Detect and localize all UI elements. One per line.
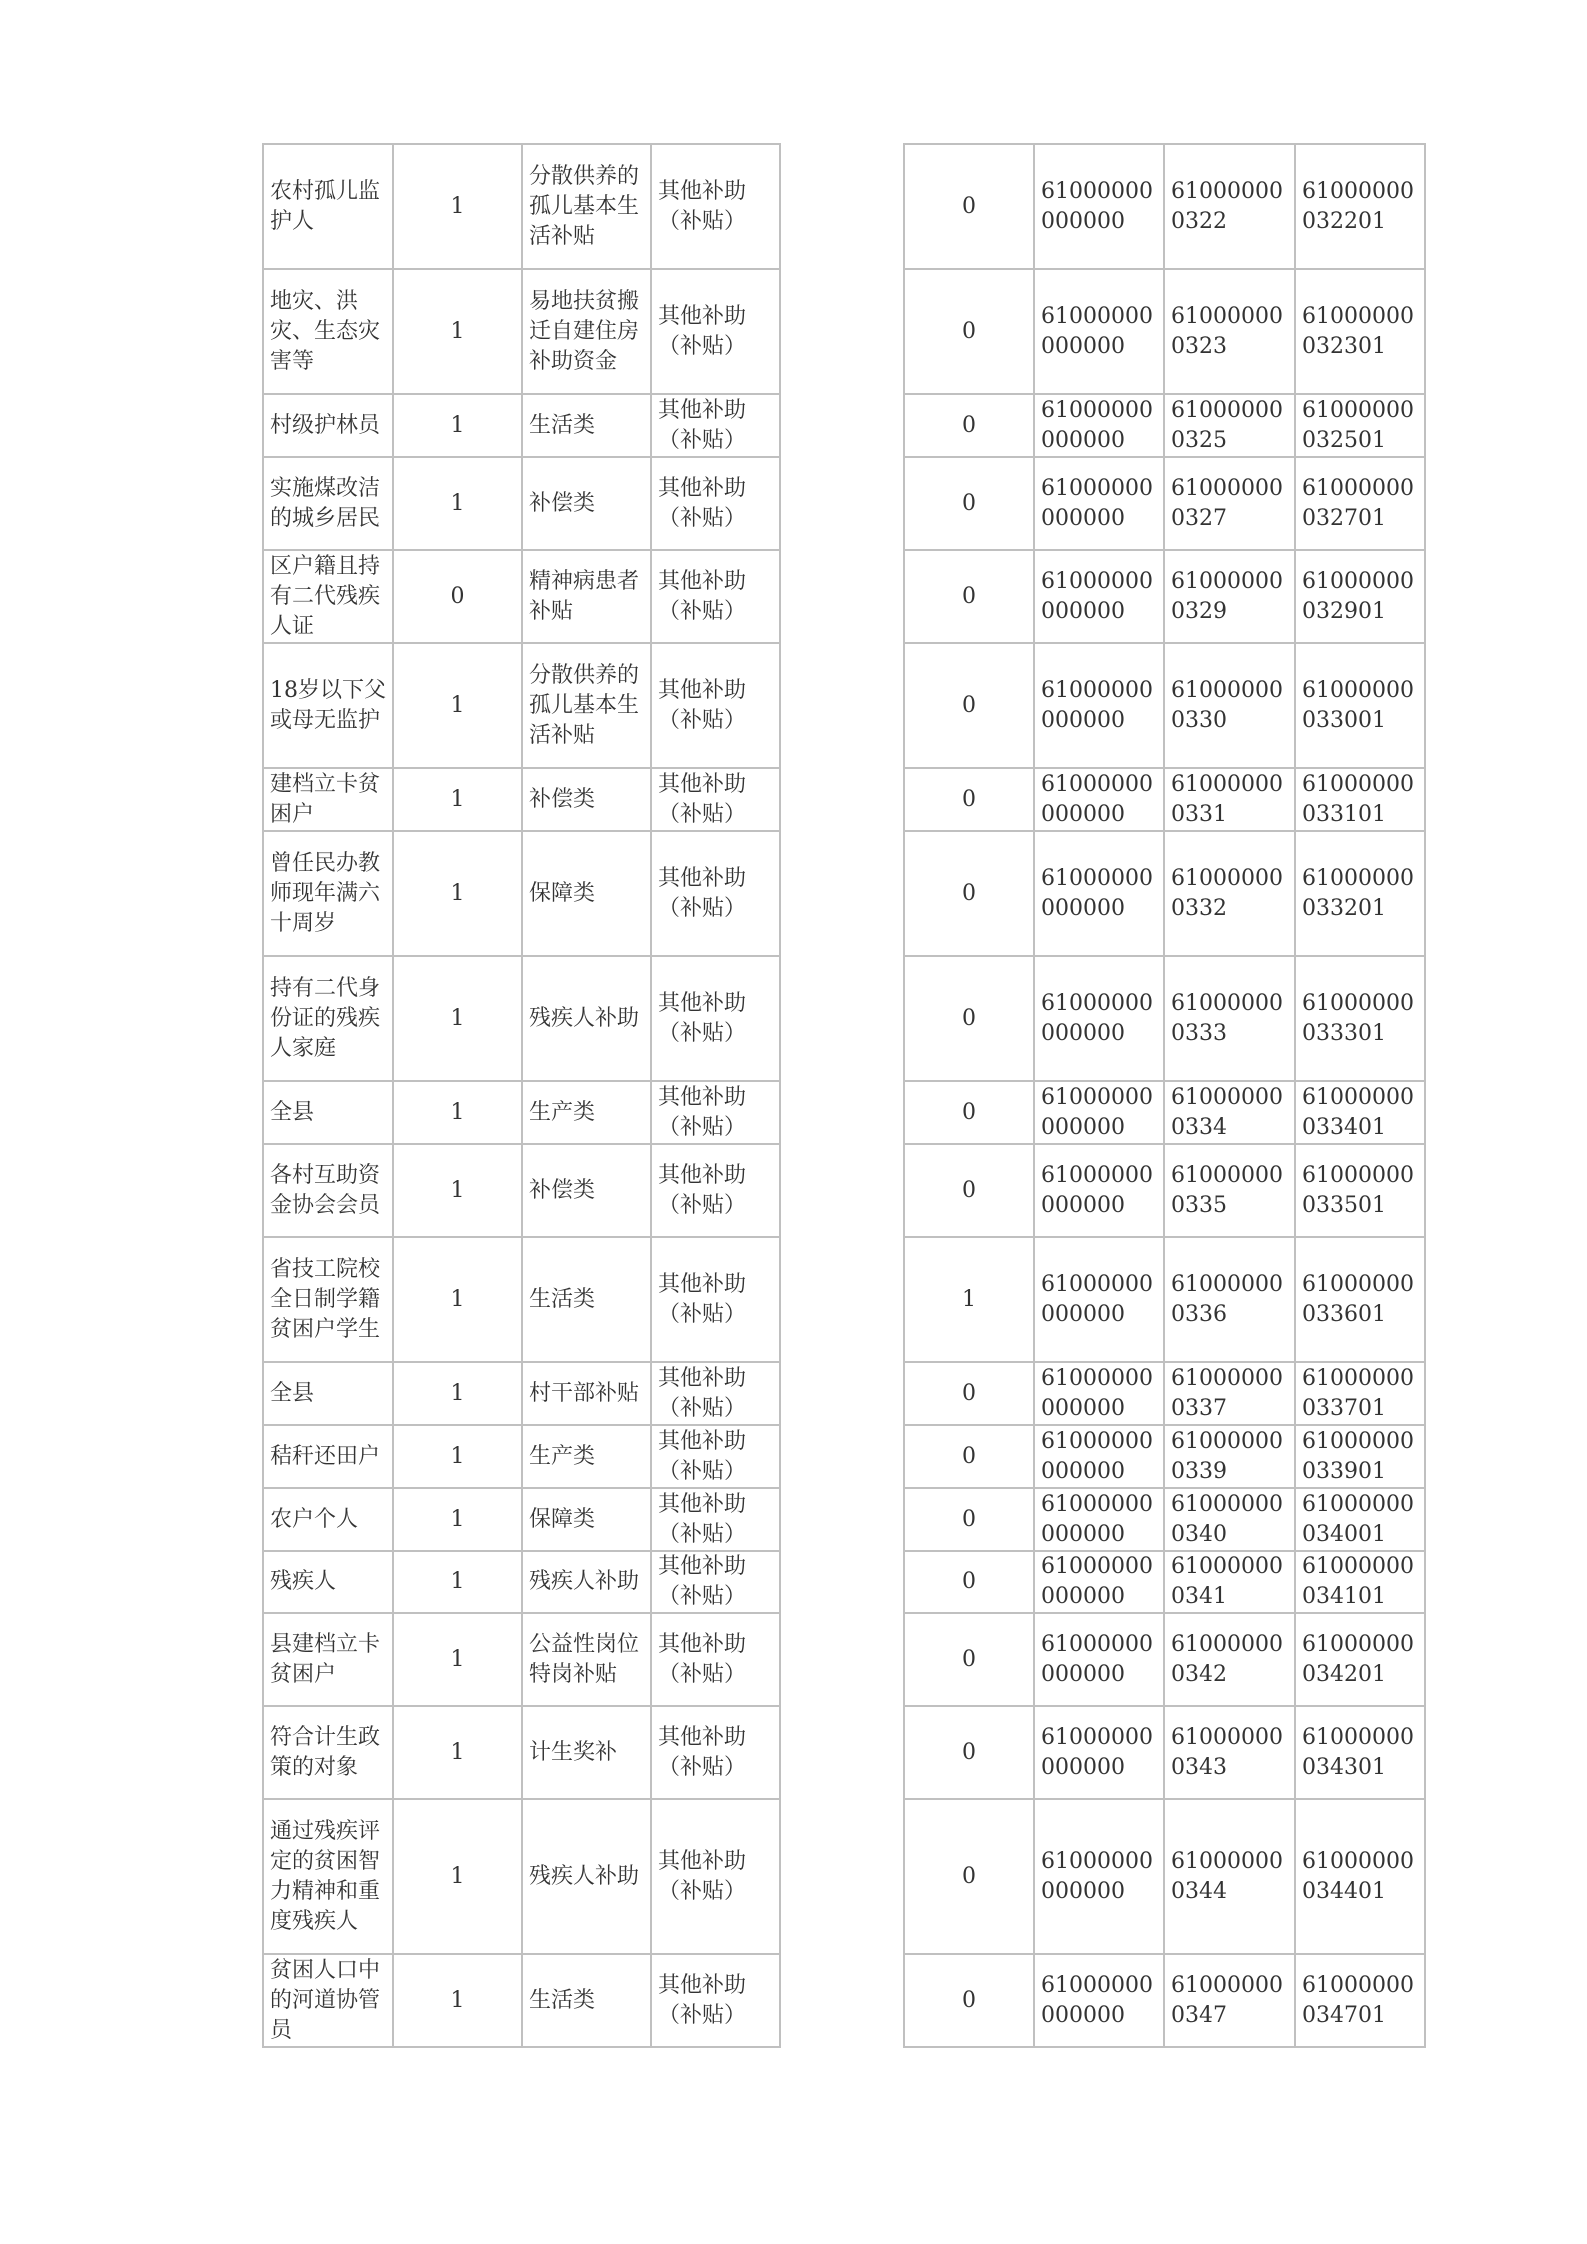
- right-table-row: [904, 1488, 1425, 1551]
- value-cell: 0: [904, 1613, 1034, 1706]
- category-cell: 生产类: [522, 1081, 651, 1144]
- code2-cell: 610000000329: [1164, 550, 1295, 643]
- code2-cell: 610000000325: [1164, 394, 1295, 457]
- flag-cell: 1: [393, 269, 522, 394]
- code3-cell: 61000000034401: [1295, 1799, 1425, 1954]
- value-cell: 0: [904, 1362, 1034, 1425]
- left-table-row: [263, 144, 780, 269]
- value-cell: 0: [904, 1551, 1034, 1613]
- code3-cell: 61000000033301: [1295, 956, 1425, 1081]
- code2-cell: 610000000342: [1164, 1613, 1295, 1706]
- code3-cell: 61000000033601: [1295, 1237, 1425, 1362]
- category-cell: 分散供养的孤儿基本生活补贴: [522, 643, 651, 768]
- category-cell: 补偿类: [522, 457, 651, 550]
- right-table: [903, 143, 1426, 2048]
- type-cell: 其他补助（补贴）: [651, 1551, 780, 1613]
- code3-cell: 61000000034301: [1295, 1706, 1425, 1799]
- flag-cell: 1: [393, 1081, 522, 1144]
- flag-cell: 1: [393, 1488, 522, 1551]
- type-cell: 其他补助（补贴）: [651, 643, 780, 768]
- category-cell: 分散供养的孤儿基本生活补贴: [522, 144, 651, 269]
- code1-cell: 61000000000000: [1034, 1362, 1164, 1425]
- code3-cell: 61000000032201: [1295, 144, 1425, 269]
- code3-cell: 61000000034701: [1295, 1954, 1425, 2047]
- left-table-row: [263, 1425, 780, 1488]
- right-table-row: [904, 1425, 1425, 1488]
- right-table-row: [904, 1954, 1425, 2047]
- code1-cell: 61000000000000: [1034, 768, 1164, 831]
- code2-cell: 610000000337: [1164, 1362, 1295, 1425]
- right-table-row: [904, 1144, 1425, 1237]
- category-cell: 保障类: [522, 831, 651, 956]
- target-cell: 省技工院校全日制学籍贫困户学生: [263, 1237, 393, 1362]
- code1-cell: 61000000000000: [1034, 1799, 1164, 1954]
- code3-cell: 61000000033501: [1295, 1144, 1425, 1237]
- code2-cell: 610000000333: [1164, 956, 1295, 1081]
- type-cell: 其他补助（补贴）: [651, 831, 780, 956]
- category-cell: 残疾人补助: [522, 956, 651, 1081]
- left-table-row: [263, 1488, 780, 1551]
- code1-cell: 61000000000000: [1034, 394, 1164, 457]
- code2-cell: 610000000331: [1164, 768, 1295, 831]
- target-cell: 秸秆还田户: [263, 1425, 393, 1488]
- code2-cell: 610000000341: [1164, 1551, 1295, 1613]
- flag-cell: 1: [393, 457, 522, 550]
- target-cell: 残疾人: [263, 1551, 393, 1613]
- category-cell: 生活类: [522, 394, 651, 457]
- flag-cell: 1: [393, 1613, 522, 1706]
- code3-cell: 61000000033701: [1295, 1362, 1425, 1425]
- target-cell: 县建档立卡贫困户: [263, 1613, 393, 1706]
- category-cell: 补偿类: [522, 768, 651, 831]
- left-table-row: [263, 1551, 780, 1613]
- type-cell: 其他补助（补贴）: [651, 550, 780, 643]
- target-cell: 实施煤改洁的城乡居民: [263, 457, 393, 550]
- right-table-row: [904, 1081, 1425, 1144]
- type-cell: 其他补助（补贴）: [651, 1706, 780, 1799]
- right-table-row: [904, 1362, 1425, 1425]
- flag-cell: 1: [393, 394, 522, 457]
- flag-cell: 1: [393, 144, 522, 269]
- type-cell: 其他补助（补贴）: [651, 1362, 780, 1425]
- code2-cell: 610000000334: [1164, 1081, 1295, 1144]
- code2-cell: 610000000340: [1164, 1488, 1295, 1551]
- category-cell: 村干部补贴: [522, 1362, 651, 1425]
- code2-cell: 610000000343: [1164, 1706, 1295, 1799]
- value-cell: 0: [904, 394, 1034, 457]
- right-table-row: [904, 1706, 1425, 1799]
- code2-cell: 610000000332: [1164, 831, 1295, 956]
- right-table-row: [904, 550, 1425, 643]
- target-cell: 区户籍且持有二代残疾人证: [263, 550, 393, 643]
- value-cell: 0: [904, 1706, 1034, 1799]
- right-table-row: [904, 1551, 1425, 1613]
- value-cell: 0: [904, 1799, 1034, 1954]
- code1-cell: 61000000000000: [1034, 1144, 1164, 1237]
- code2-cell: 610000000322: [1164, 144, 1295, 269]
- target-cell: 农村孤儿监护人: [263, 144, 393, 269]
- type-cell: 其他补助（补贴）: [651, 1237, 780, 1362]
- type-cell: 其他补助（补贴）: [651, 457, 780, 550]
- flag-cell: 1: [393, 1706, 522, 1799]
- right-table-row: [904, 768, 1425, 831]
- left-table-row: [263, 550, 780, 643]
- category-cell: 生活类: [522, 1954, 651, 2047]
- flag-cell: 1: [393, 956, 522, 1081]
- type-cell: 其他补助（补贴）: [651, 144, 780, 269]
- code1-cell: 61000000000000: [1034, 1425, 1164, 1488]
- left-table-row: [263, 956, 780, 1081]
- code2-cell: 610000000323: [1164, 269, 1295, 394]
- code1-cell: 61000000000000: [1034, 550, 1164, 643]
- code3-cell: 61000000033201: [1295, 831, 1425, 956]
- type-cell: 其他补助（补贴）: [651, 956, 780, 1081]
- category-cell: 精神病患者补贴: [522, 550, 651, 643]
- category-cell: 生产类: [522, 1425, 651, 1488]
- category-cell: 补偿类: [522, 1144, 651, 1237]
- target-cell: 各村互助资金协会会员: [263, 1144, 393, 1237]
- value-cell: 0: [904, 956, 1034, 1081]
- right-table-row: [904, 1613, 1425, 1706]
- code2-cell: 610000000344: [1164, 1799, 1295, 1954]
- right-table-row: [904, 1799, 1425, 1954]
- value-cell: 0: [904, 1081, 1034, 1144]
- flag-cell: 1: [393, 1551, 522, 1613]
- left-table-row: [263, 457, 780, 550]
- code3-cell: 61000000032901: [1295, 550, 1425, 643]
- type-cell: 其他补助（补贴）: [651, 269, 780, 394]
- left-table-row: [263, 1799, 780, 1954]
- right-table-row: [904, 269, 1425, 394]
- target-cell: 全县: [263, 1081, 393, 1144]
- code1-cell: 61000000000000: [1034, 831, 1164, 956]
- code3-cell: 61000000034001: [1295, 1488, 1425, 1551]
- left-table-row: [263, 1362, 780, 1425]
- target-cell: 曾任民办教师现年满六十周岁: [263, 831, 393, 956]
- flag-cell: 1: [393, 1144, 522, 1237]
- code1-cell: 61000000000000: [1034, 1488, 1164, 1551]
- target-cell: 地灾、洪灾、生态灾害等: [263, 269, 393, 394]
- code2-cell: 610000000330: [1164, 643, 1295, 768]
- flag-cell: 1: [393, 1425, 522, 1488]
- left-table-row: [263, 1613, 780, 1706]
- right-table-row: [904, 394, 1425, 457]
- code1-cell: 61000000000000: [1034, 956, 1164, 1081]
- value-cell: 0: [904, 269, 1034, 394]
- target-cell: 村级护林员: [263, 394, 393, 457]
- value-cell: 0: [904, 1144, 1034, 1237]
- category-cell: 残疾人补助: [522, 1551, 651, 1613]
- type-cell: 其他补助（补贴）: [651, 768, 780, 831]
- code3-cell: 61000000033001: [1295, 643, 1425, 768]
- code3-cell: 61000000034201: [1295, 1613, 1425, 1706]
- type-cell: 其他补助（补贴）: [651, 1144, 780, 1237]
- value-cell: 0: [904, 1488, 1034, 1551]
- right-table-row: [904, 831, 1425, 956]
- value-cell: 0: [904, 643, 1034, 768]
- left-table: [262, 143, 781, 2048]
- left-table-row: [263, 831, 780, 956]
- target-cell: 符合计生政策的对象: [263, 1706, 393, 1799]
- category-cell: 公益性岗位特岗补贴: [522, 1613, 651, 1706]
- flag-cell: 1: [393, 768, 522, 831]
- flag-cell: 1: [393, 1237, 522, 1362]
- code3-cell: 61000000033401: [1295, 1081, 1425, 1144]
- code3-cell: 61000000032301: [1295, 269, 1425, 394]
- code3-cell: 61000000033901: [1295, 1425, 1425, 1488]
- code2-cell: 610000000327: [1164, 457, 1295, 550]
- target-cell: 18岁以下父或母无监护: [263, 643, 393, 768]
- type-cell: 其他补助（补贴）: [651, 1488, 780, 1551]
- left-table-row: [263, 1954, 780, 2047]
- code3-cell: 61000000033101: [1295, 768, 1425, 831]
- code1-cell: 61000000000000: [1034, 1954, 1164, 2047]
- right-table-row: [904, 457, 1425, 550]
- left-table-row: [263, 768, 780, 831]
- code2-cell: 610000000339: [1164, 1425, 1295, 1488]
- code1-cell: 61000000000000: [1034, 1613, 1164, 1706]
- category-cell: 保障类: [522, 1488, 651, 1551]
- code1-cell: 61000000000000: [1034, 643, 1164, 768]
- flag-cell: 0: [393, 550, 522, 643]
- left-table-row: [263, 1237, 780, 1362]
- code1-cell: 61000000000000: [1034, 269, 1164, 394]
- type-cell: 其他补助（补贴）: [651, 1081, 780, 1144]
- left-table-row: [263, 1081, 780, 1144]
- value-cell: 1: [904, 1237, 1034, 1362]
- code2-cell: 610000000335: [1164, 1144, 1295, 1237]
- flag-cell: 1: [393, 1362, 522, 1425]
- target-cell: 通过残疾评定的贫困智力精神和重度残疾人: [263, 1799, 393, 1954]
- left-table-row: [263, 394, 780, 457]
- code1-cell: 61000000000000: [1034, 1081, 1164, 1144]
- code1-cell: 61000000000000: [1034, 1551, 1164, 1613]
- left-table-row: [263, 269, 780, 394]
- code2-cell: 610000000347: [1164, 1954, 1295, 2047]
- type-cell: 其他补助（补贴）: [651, 1613, 780, 1706]
- value-cell: 0: [904, 1425, 1034, 1488]
- flag-cell: 1: [393, 831, 522, 956]
- code1-cell: 61000000000000: [1034, 1237, 1164, 1362]
- category-cell: 计生奖补: [522, 1706, 651, 1799]
- right-table-row: [904, 144, 1425, 269]
- value-cell: 0: [904, 144, 1034, 269]
- target-cell: 建档立卡贫困户: [263, 768, 393, 831]
- value-cell: 0: [904, 768, 1034, 831]
- category-cell: 残疾人补助: [522, 1799, 651, 1954]
- right-table-row: [904, 643, 1425, 768]
- left-table-row: [263, 1144, 780, 1237]
- flag-cell: 1: [393, 1954, 522, 2047]
- category-cell: 生活类: [522, 1237, 651, 1362]
- code1-cell: 61000000000000: [1034, 457, 1164, 550]
- value-cell: 0: [904, 831, 1034, 956]
- type-cell: 其他补助（补贴）: [651, 1954, 780, 2047]
- category-cell: 易地扶贫搬迁自建住房补助资金: [522, 269, 651, 394]
- code3-cell: 61000000034101: [1295, 1551, 1425, 1613]
- value-cell: 0: [904, 1954, 1034, 2047]
- flag-cell: 1: [393, 643, 522, 768]
- code1-cell: 61000000000000: [1034, 1706, 1164, 1799]
- right-table-row: [904, 1237, 1425, 1362]
- target-cell: 贫困人口中的河道协管员: [263, 1954, 393, 2047]
- right-table-row: [904, 956, 1425, 1081]
- value-cell: 0: [904, 550, 1034, 643]
- target-cell: 持有二代身份证的残疾人家庭: [263, 956, 393, 1081]
- left-table-row: [263, 1706, 780, 1799]
- type-cell: 其他补助（补贴）: [651, 1425, 780, 1488]
- target-cell: 农户个人: [263, 1488, 393, 1551]
- code2-cell: 610000000336: [1164, 1237, 1295, 1362]
- code1-cell: 61000000000000: [1034, 144, 1164, 269]
- flag-cell: 1: [393, 1799, 522, 1954]
- left-table-row: [263, 643, 780, 768]
- type-cell: 其他补助（补贴）: [651, 1799, 780, 1954]
- target-cell: 全县: [263, 1362, 393, 1425]
- code3-cell: 61000000032501: [1295, 394, 1425, 457]
- type-cell: 其他补助（补贴）: [651, 394, 780, 457]
- code3-cell: 61000000032701: [1295, 457, 1425, 550]
- value-cell: 0: [904, 457, 1034, 550]
